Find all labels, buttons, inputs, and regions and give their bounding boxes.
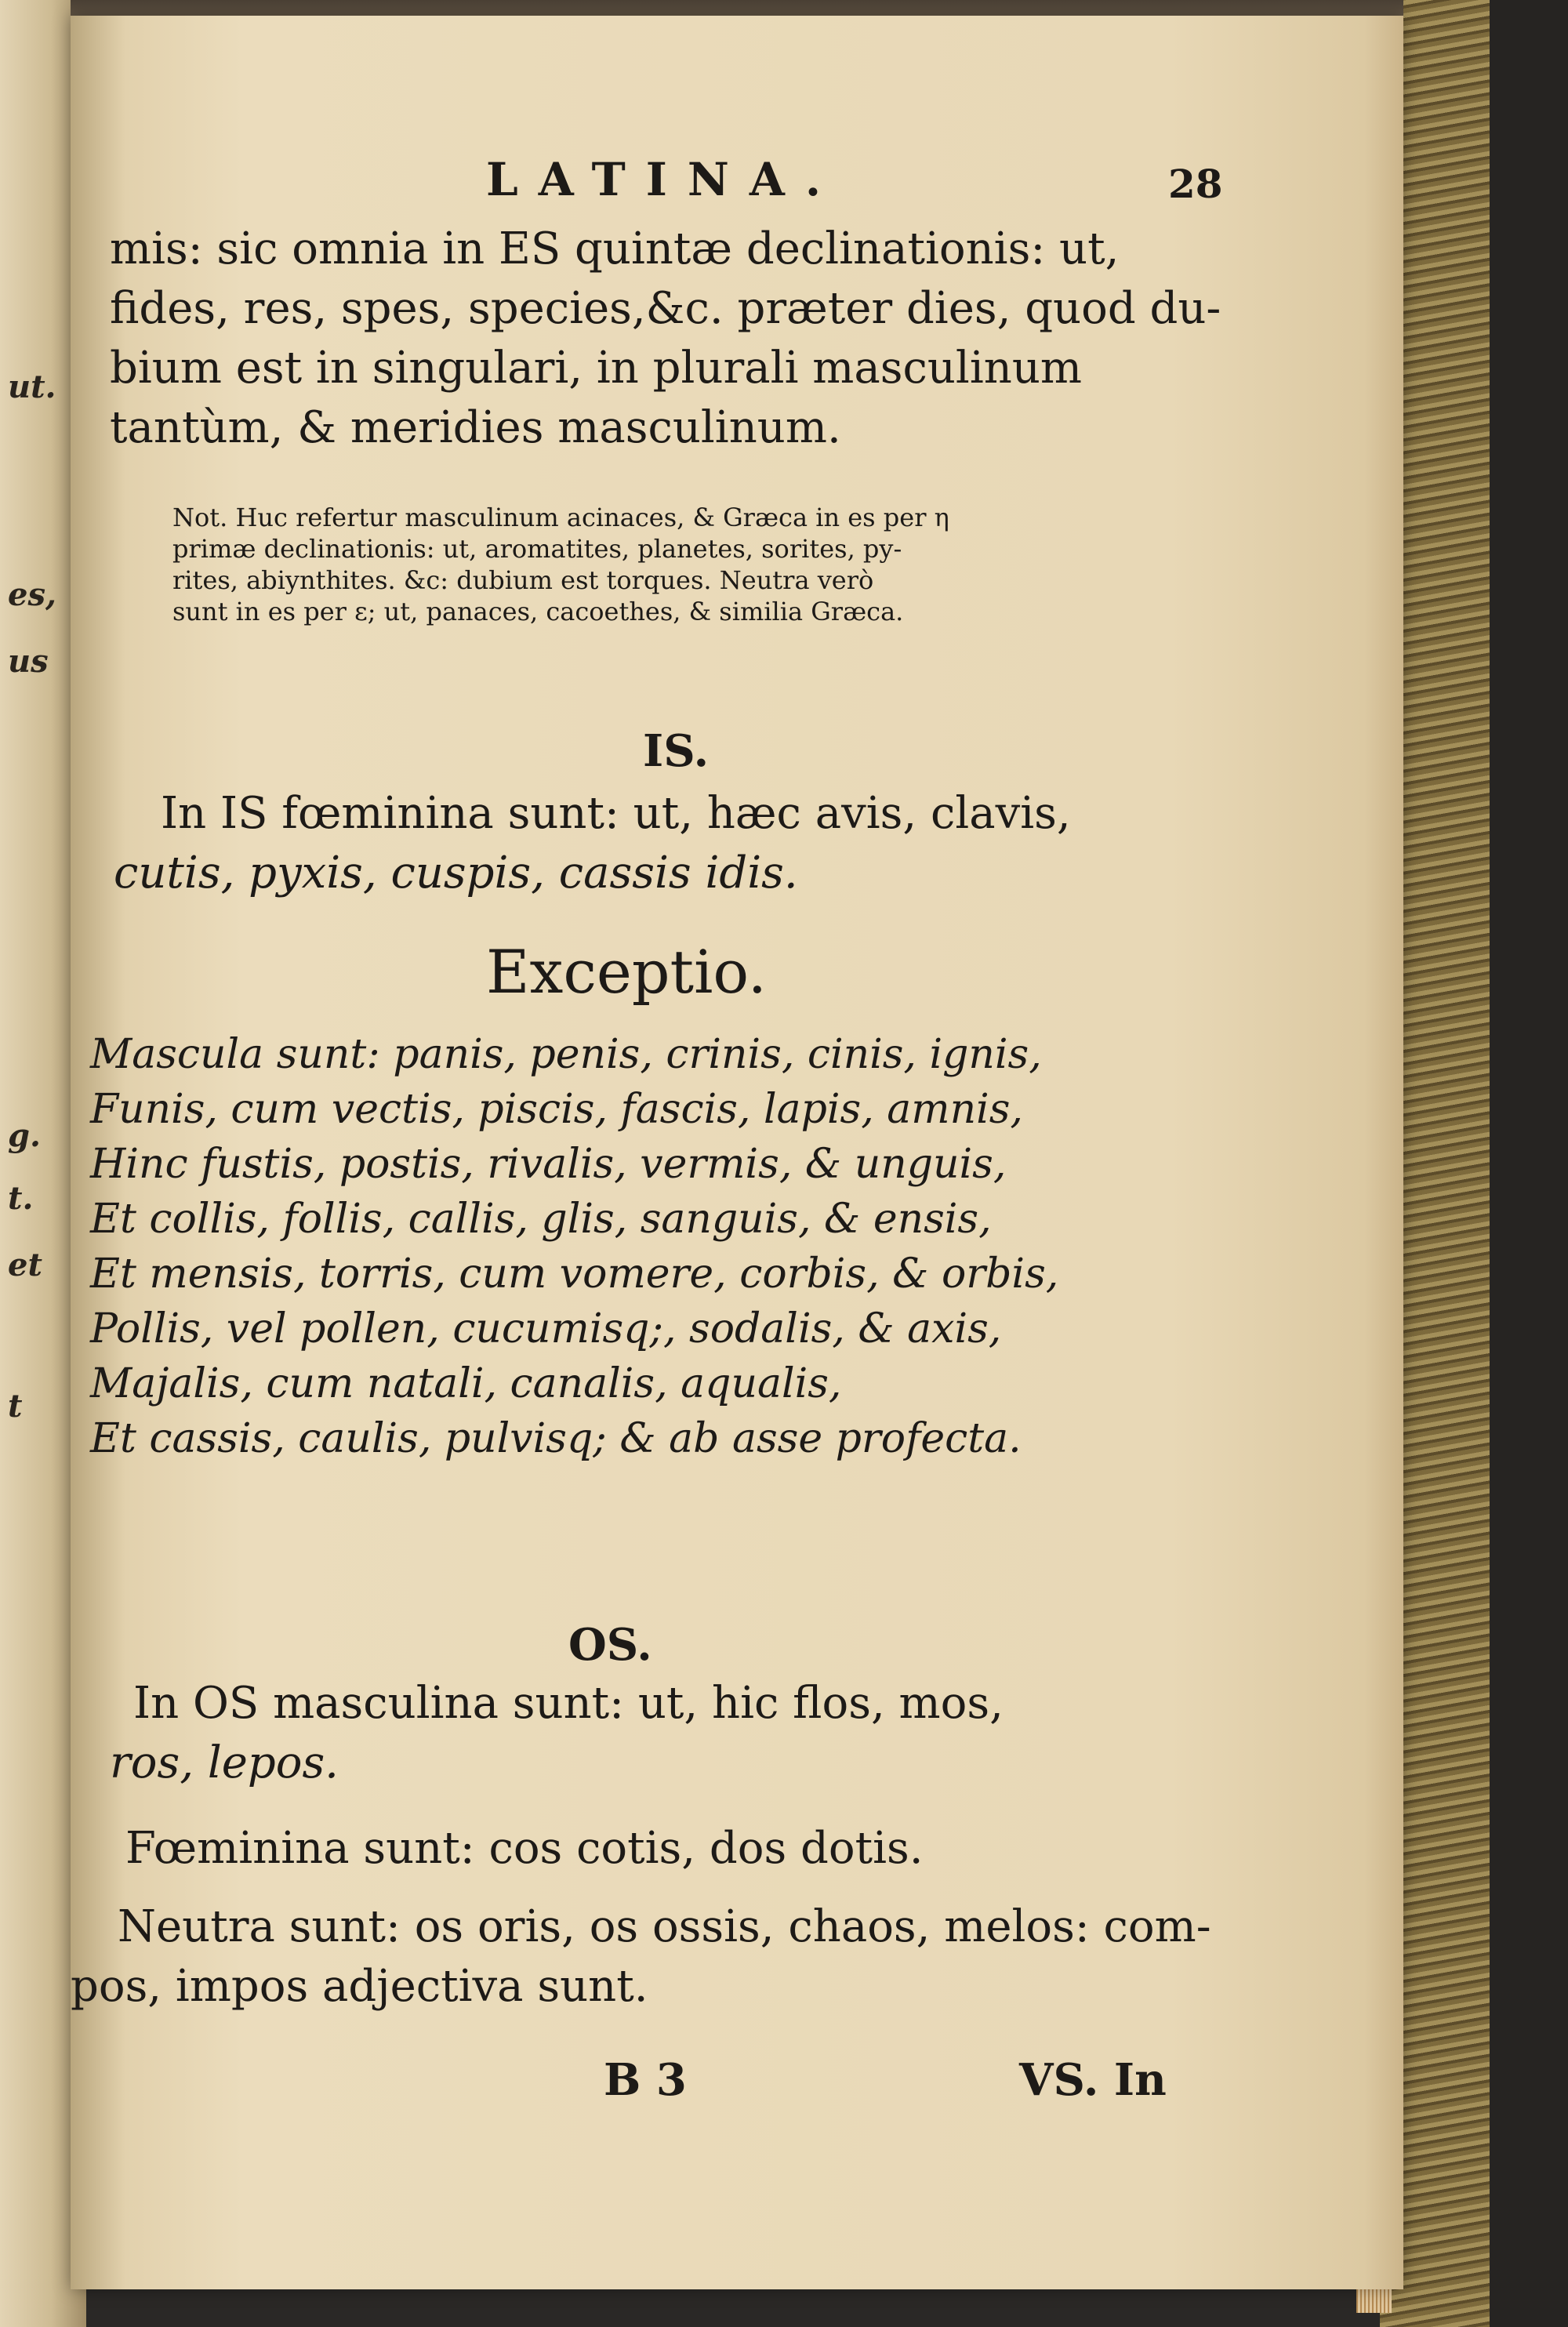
catchword: VS. In [1019,2054,1167,2106]
text-line: Not. Huc refertur masculinum acinaces, & Græca in es per η [172,503,949,532]
signature-mark: B 3 [604,2054,687,2106]
text-line: rites, abiynthites. &c: dubium est torques. Neutra verò [172,565,874,595]
text-line: bium est in singulari, in plurali masculinum [110,343,1082,394]
paragraph-es [110,220,1221,458]
heading-os: OS. [568,1619,652,1671]
margin-fragment: g. [8,1117,41,1154]
heading-is: IS. [643,725,710,777]
margin-fragment: es, [8,576,56,613]
text-line: In OS masculina sunt: ut, hic flos, mos, [133,1678,1004,1729]
text-line: Neutra sunt: os oris, os ossis, chaos, melos: com- [118,1901,1211,1952]
verse-line: Majalis, cum natali, canalis, aqualis, [90,1360,842,1407]
note-es [172,502,949,627]
margin-fragment: et [8,1247,42,1283]
paragraph-os [110,1674,1004,1793]
paragraph-is [114,784,1071,903]
paragraph-os-feminine: Fœminina sunt: cos cotis, dos dotis. [125,1823,924,1874]
text-line: ros, lepos. [110,1737,339,1788]
text-line: cutis, pyxis, cuspis, cassis idis. [114,848,798,898]
margin-fragment: t. [8,1180,34,1217]
verse-line: Et cassis, caulis, pulvisq; & ab asse profecta. [90,1415,1022,1462]
verse-exceptio [90,1027,1058,1466]
heading-exceptio: Exceptio. [486,937,767,1007]
text-line: sunt in es per ε; ut, panaces, cacoethes, & similia Græca. [172,597,904,626]
running-header: LATINA. [486,153,842,206]
verse-line: Et collis, follis, callis, glis, sanguis, & ensis, [90,1196,992,1243]
margin-fragment: us [8,643,49,680]
verse-line: Et mensis, torris, cum vomere, corbis, & orbis, [90,1251,1059,1298]
margin-fragment: ut. [8,368,56,405]
text-line: In IS fœminina sunt: ut, hæc avis, clavis, [161,788,1071,839]
verse-line: Hinc fustis, postis, rivalis, vermis, & unguis, [90,1141,1007,1188]
paragraph-os-neuter [71,1897,1211,2017]
verse-line: Mascula sunt: panis, penis, crinis, cinis, ignis, [90,1031,1042,1078]
verse-line: Funis, cum vectis, piscis, fascis, lapis, amnis, [90,1086,1023,1133]
text-line: mis: sic omnia in ES quintæ declinationis: ut, [110,223,1120,274]
page-number: 28 [1168,161,1223,207]
text-line: primæ declinationis: ut, aromatites, planetes, sorites, py- [172,534,902,564]
text-line: pos, impos adjectiva sunt. [71,1961,648,2012]
text-line: fides, res, spes, species,&c. præter dies, quod du- [110,283,1221,334]
text-line: tantùm, & meridies masculinum. [110,402,841,453]
verse-line: Pollis, vel pollen, cucumisq;, sodalis, & axis, [90,1305,1002,1352]
margin-fragment: t [8,1388,23,1425]
